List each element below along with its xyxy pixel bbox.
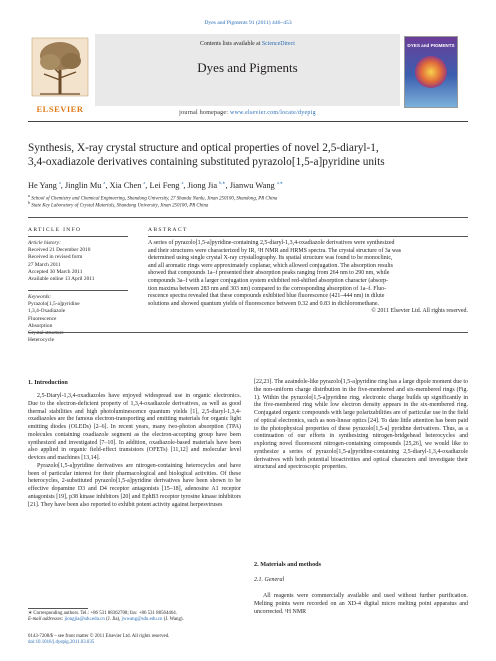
email-link[interactable]: jwwang@sdu.edu.cn xyxy=(121,617,163,623)
intro-text xyxy=(28,393,241,509)
history-item: Available online 13 April 2011 xyxy=(28,276,95,283)
abstract-line: compounds 3a–f with a larger conjugation system exhibited red-shifted absorption character (absorp- xyxy=(148,277,389,284)
general-text xyxy=(254,593,468,616)
author-name: Jinglin Mu xyxy=(64,181,102,190)
history-item: Received in revised form xyxy=(28,254,83,261)
elsevier-tree-icon xyxy=(28,36,92,98)
contents-line xyxy=(95,41,400,47)
sciencedirect-link[interactable]: ScienceDirect xyxy=(261,41,295,47)
abstract-divider xyxy=(148,236,468,237)
author[interactable] xyxy=(230,181,283,190)
article-info-divider xyxy=(28,236,128,237)
author-sup: a xyxy=(103,180,106,186)
keyword-item[interactable]: Heterocycle xyxy=(28,337,55,344)
author-name: Jiong Jia xyxy=(187,181,218,190)
abstract-line: showed that compounds 1a–f presented their absorption peaks ranging from 264 nm to 290 nm, while xyxy=(148,270,390,277)
article-info-heading: ARTICLE INFO xyxy=(28,227,82,233)
author-sup: a xyxy=(143,180,146,186)
email-link[interactable]: jiongjia@sdu.edu.cn xyxy=(64,617,105,623)
abstract-bottom-divider xyxy=(28,332,468,333)
section2-heading: 2. Materials and methods xyxy=(254,561,322,568)
issn-line: 0143-7208/$ – see front matter © 2011 Elsevier Ltd. All rights reserved. xyxy=(28,634,170,639)
contents-prefix: Contents lists available at xyxy=(200,41,262,47)
email-line xyxy=(28,617,241,623)
footnote xyxy=(28,611,241,624)
abstract-heading: ABSTRACT xyxy=(148,227,188,233)
continued-paragraph: [22,23]. The azaindole-like pyrazolo[1,5-a]pyridine ring has a large dipole moment due to the non-uniform charge distribution in the five-membered and six-membered rings (Fig. 1). Within the pyrazolo[1,5-a]pyridine ring, electronic charge builds up significantly in the five-membered ring while low electron density appears in the six-membered ring. Conjugated organic compounds with large polarizabilities are of particular use in the field of optical electronics, such as non-linear optics [24]. To date little attention has been paid to the photophysical properties of these pyrazolo[1,5-a] pyridine derivatives. Thus, as a continuation of our efforts in synthesizing nitrogen-bridgehead heterocycles and exploring novel fluorescent nitrogen-containing compounds [25,26], we would like to synthesize a series of pyrazolo[1,5-a]pyridine-containing 2,5-diaryl-1,3,4-oxadiazole derivatives with both potential bioactivities and optical characters and investigate their structural and spectroscopic properties. xyxy=(254,379,468,471)
article-title xyxy=(28,142,473,169)
intro-heading: 1. Introduction xyxy=(28,379,68,386)
doi-link[interactable]: doi:10.1016/j.dyepig.2011.03.035 xyxy=(28,640,95,646)
article-history xyxy=(28,240,128,283)
affiliation-text: School of Chemistry and Chemical Engineering, Shandong University, 27 Shanda Nanlu, Jinan 250100, Shandong, PR China xyxy=(31,196,278,202)
title-line-2: 3,4-oxadiazole derivatives containing substituted pyrazolo[1,5-a]pyridine units xyxy=(28,155,385,168)
abstract-text xyxy=(148,240,468,316)
history-item: 27 March 2011 xyxy=(28,261,61,268)
author-name: He Yang xyxy=(28,181,57,190)
keywords xyxy=(28,294,128,344)
author[interactable]: Xia Chen $^a$, xyxy=(109,180,150,190)
cover-title: DYES and PIGMENTS xyxy=(407,43,455,48)
abstract-line: and all aromatic rings were approximately coplanar, which allowed conjugation. The absorption results xyxy=(148,262,393,269)
homepage-link[interactable]: www.elsevier.com/locate/dyepig xyxy=(230,110,316,116)
title-line-1: Synthesis, X-ray crystal structure and optical properties of novel 2,5-diaryl-1, xyxy=(28,142,379,154)
affiliation-sup: b xyxy=(28,200,30,206)
front-matter-info xyxy=(28,634,288,647)
author-sup: a xyxy=(181,180,184,186)
publisher-wordmark: ELSEVIER xyxy=(36,104,84,114)
right-column-text xyxy=(254,379,468,472)
footnote-divider xyxy=(28,608,88,609)
history-item: Accepted 30 March 2011 xyxy=(28,268,83,275)
author-sup: a xyxy=(58,180,61,186)
affiliation-sup: a xyxy=(28,193,30,198)
cover-swirl xyxy=(415,56,447,88)
intro-paragraph: 2,5-Diaryl-1,3,4-oxadiazoles have enjoyed widespread use in organic electronics. Due to the electron-deficient property of 1,3,4-oxadiazole derivatives, as well as good thermal stabilities and high photoluminescence quantum yields [1], 2,5-diaryl-1,3,4-oxadiazoles are the famous electron-transporting and emitting materials for organic light emitting diodes (OLEDs) [2–6]. In recent years, many two-photon absorption (TPA) molecules containing oxadiazole segment as the electron-accepting group have been synthesized and investigated [7–10]. In addition, oxadiazole-based materials have been also applied in organic field-effect transistors (OFETs) [11,12] and molecular level devices and machines [13,14]. xyxy=(28,393,241,461)
subsection-heading: 2.1. General xyxy=(254,577,285,583)
affiliation-b xyxy=(28,200,468,210)
affiliation-divider xyxy=(28,217,468,218)
keyword-item[interactable]: Absorption xyxy=(28,322,53,329)
journal-name: Dyes and Pigments xyxy=(197,60,298,75)
author-name: Lei Feng xyxy=(149,181,180,190)
abstract-line: tion maxima between 283 nm and 303 nm) compared to the corresponding absorption of 1a–f. Fluo- xyxy=(148,285,387,292)
intro-paragraph: Pyrazolo[1,5-a]pyridine derivatives are nitrogen-containing heterocycles and have been of particular interest for their pharmacological and biological activities. Of these heterocycles, 2-substituted pyrazolo[1,5-a]pyridine derivatives have been shown to be effective dopamine D3 and D4 receptor antagonists [15–18], adenosine A1 receptor antagonists [19], p38 kinase inhibitors [20] and EphB3 receptor tyrosine kinase inhibitors [21]. They have been also reported to exhibit potent activity against herpesviruses xyxy=(28,462,241,508)
author-sup: a,∗ xyxy=(276,180,283,186)
author[interactable]: Jiong Jia $^{b,∗}$, xyxy=(187,180,230,190)
abstract-line: determined using single crystal X-ray crystallography. Its spatial structure was found to be monoclinic, xyxy=(148,255,393,262)
history-divider xyxy=(28,290,128,291)
author-name: Jianwu Wang xyxy=(229,181,275,190)
email-suffix: (J. Jia), xyxy=(104,617,122,623)
abstract-line: A series of pyrazolo[1,5-a]pyridine-containing 2,5-diaryl-1,3,4-oxadiazole derivatives were synthesized xyxy=(148,240,395,246)
keyword-item[interactable]: Pyrazolo[1,5-a]pyridine xyxy=(28,301,80,308)
general-paragraph: All reagents were commercially available and used without further purification. Melting points were recorded on an XD-4 digital micro melting point apparatus and uncorrected. ¹H NMR xyxy=(254,593,468,615)
keyword-item[interactable]: Fluorescence xyxy=(28,315,57,322)
email-suffix: (J. Wang). xyxy=(162,617,184,623)
abstract-line: rescence spectra revealed that these compounds exhibited blue fluorescence (421–444 nm) in dilute xyxy=(148,293,385,300)
history-label: Article history: xyxy=(28,240,61,246)
email-prefix: E-mail addresses: xyxy=(28,617,65,623)
history-item: Received 21 December 2010 xyxy=(28,247,91,254)
corresponding-authors: ∗ Corresponding authors. Tel.: +86 531 88362708; fax: +86 531 88564464. xyxy=(28,611,177,616)
author-sup: b,∗ xyxy=(219,180,226,186)
copyright-line: © 2011 Elsevier Ltd. All rights reserved. xyxy=(371,308,468,315)
author[interactable]: Lei Feng $^a$, xyxy=(149,180,188,190)
keyword-item[interactable]: Crystal structure xyxy=(28,330,64,337)
journal-cover xyxy=(404,36,458,108)
affiliations xyxy=(28,193,468,210)
keyword-item[interactable]: 1,3,4-Oxadiazole xyxy=(28,308,66,315)
author[interactable]: He Yang $^a$, xyxy=(28,180,65,190)
abstract-line: solutions and showed quantum yields of fluorescence between 0.32 and 0.83 in dichloromethane. xyxy=(148,300,380,307)
header-divider xyxy=(28,121,468,122)
abstract-line: and their structures were characterized by IR, ¹H NMR and HRMS spectra. The crystal structure of 3a was xyxy=(148,247,402,254)
author-name: Xia Chen xyxy=(109,181,142,190)
author-list xyxy=(28,181,468,190)
homepage-prefix: journal homepage: xyxy=(179,110,231,116)
elsevier-logo xyxy=(28,36,92,112)
affiliation-text: State Key Laboratory of Crystal Materials, Shandong University, Jinan 250100, PR China xyxy=(31,203,209,209)
homepage-line xyxy=(95,110,400,116)
journal-reference: Dyes and Pigments 91 (2011) 446–453 xyxy=(204,20,292,26)
keywords-label: Keywords: xyxy=(28,294,52,300)
author[interactable]: Jinglin Mu $^a$, xyxy=(64,180,110,190)
